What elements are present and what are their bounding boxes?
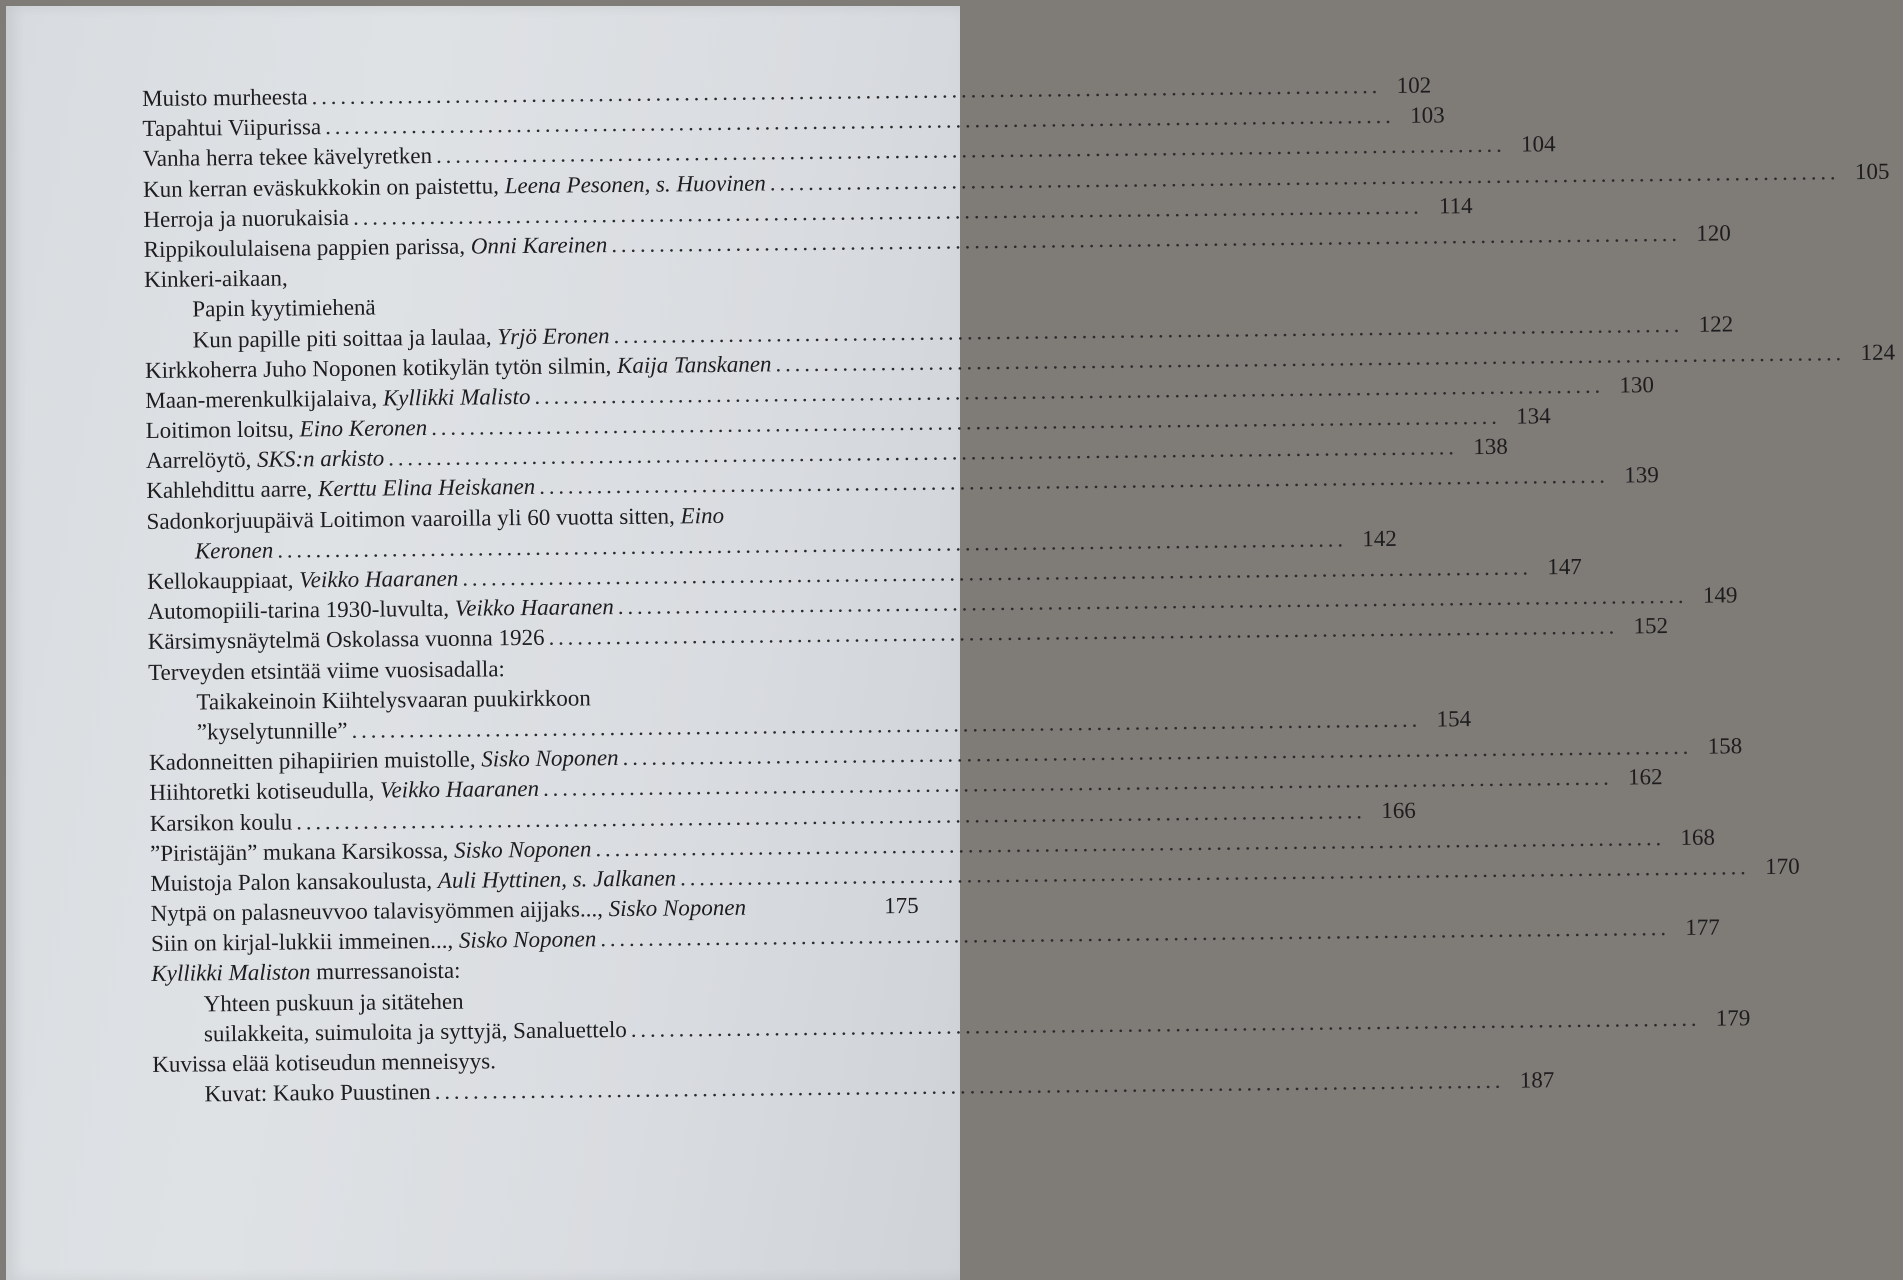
dot-leader <box>750 913 869 914</box>
toc-entry-title: Muisto murheesta <box>142 84 308 111</box>
dot-leader: ................................................................................................................ <box>595 824 1666 861</box>
toc-page-number: 139 <box>1624 462 1659 488</box>
toc-entry-author: Auli Hyttinen, s. Jalkanen <box>437 865 677 893</box>
toc-page-number: 158 <box>1707 733 1743 759</box>
toc-entry-title <box>145 413 427 446</box>
dot-leader: ................................................................................................................ <box>351 706 1422 743</box>
toc-page-number: 105 <box>1854 158 1890 184</box>
toc-page-number: 177 <box>1685 914 1720 941</box>
dot-leader: ................................................................................................................ <box>539 463 1609 500</box>
dot-leader: ................................................................................................................ <box>388 434 1458 471</box>
dot-leader: ................................................................................................................ <box>679 854 1750 891</box>
toc-page-number: 147 <box>1547 553 1582 580</box>
toc-page-number: 138 <box>1473 433 1508 460</box>
toc-entry-author: Kerttu Elina Heiskanen <box>317 474 536 502</box>
toc-page-number: 120 <box>1696 220 1731 246</box>
toc-entry-title-text: Kun kerran eväskukkokin on paistettu, <box>142 172 505 202</box>
toc-entry-author: Kaija Tanskanen <box>616 351 772 378</box>
toc-page-number: 130 <box>1619 372 1655 398</box>
toc-entry-author: Yrjö Eronen <box>497 322 610 349</box>
toc-page-number: 175 <box>884 892 919 919</box>
toc-page-number: 149 <box>1702 582 1738 608</box>
toc-entry-author: Sisko Noponen <box>453 836 592 863</box>
toc-entry-title-text: Kellokauppiaat, <box>147 567 300 594</box>
toc-entry-title: Papin kyytimiehenä <box>192 294 376 322</box>
toc-entry-author: Sisko Noponen <box>608 894 747 922</box>
toc-entry-author: Eino Keronen <box>299 415 428 442</box>
toc-entry-title <box>149 743 619 778</box>
toc-entry-title: Taikakeinoin Kiihtelysvaaran puukirkkoon <box>196 685 591 715</box>
toc-entry-title <box>146 444 385 477</box>
toc-entry-title-text: Aarrelöytö, <box>145 447 258 474</box>
toc-entry-title <box>193 321 610 356</box>
toc-page-number: 179 <box>1715 1005 1751 1031</box>
toc-entry-title: Vanha herra tekee kävelyretken <box>142 143 433 172</box>
toc-entry-title: Yhteen puskuun ja sitätehen <box>203 988 464 1017</box>
toc-page-number: 124 <box>1860 339 1896 365</box>
toc-page-number: 154 <box>1436 706 1472 732</box>
toc-page-number: 166 <box>1381 797 1416 823</box>
toc-entry-author: Veikko Haaranen <box>379 776 540 803</box>
toc-page-number: 114 <box>1438 192 1473 219</box>
toc-entry-author: Kyllikki Malisto <box>382 383 531 411</box>
toc-page-number: 187 <box>1519 1067 1555 1093</box>
toc-page-number: 152 <box>1633 613 1669 639</box>
toc-entry-title <box>147 592 614 627</box>
toc-entry-title: Terveyden etsintää viime vuosisadalla: <box>148 655 505 685</box>
dot-leader: ................................................................................................................ <box>611 220 1681 258</box>
table-of-contents <box>142 72 1896 1110</box>
toc-entry-title-text: Sadonkorjuupäivä Loitimon vaaroilla yli 60 vuotta sitten, <box>146 503 681 534</box>
dot-leader: ................................................................................................................ <box>324 103 1395 140</box>
toc-page-number: 162 <box>1627 764 1663 790</box>
toc-entry-title-text: Siin on kirjal-lukkii immeinen..., <box>150 927 460 957</box>
dot-leader: ................................................................................................................ <box>431 403 1501 441</box>
dot-leader: ................................................................................................................ <box>462 554 1532 591</box>
dot-leader: ................................................................................................................ <box>769 158 1840 195</box>
book-page <box>6 6 1896 1280</box>
toc-page-number: 102 <box>1396 72 1432 98</box>
dot-leader: ................................................................................................................ <box>630 1005 1701 1042</box>
toc-entry-title-text: Maan-merenkulkijalaiva, <box>145 385 384 413</box>
dot-leader: ................................................................................................................ <box>534 372 1605 409</box>
toc-entry-title <box>150 834 592 869</box>
dot-leader: ................................................................................................................ <box>542 764 1613 802</box>
toc-entry-author: Veikko Haaranen <box>454 594 614 621</box>
toc-entry-title-text: ”Piristäjän” mukana Karsikossa, <box>149 837 455 866</box>
toc-entry-author: Leena Pesonen, s. Huovinen <box>504 170 766 198</box>
toc-entry-author: Sisko Noponen <box>481 745 619 772</box>
dot-leader: ................................................................................................................ <box>600 915 1670 952</box>
toc-page-number: 134 <box>1516 403 1551 429</box>
toc-entry-author: Sisko Noponen <box>458 926 597 953</box>
toc-entry-title: suilakkeita, suimuloita ja syttyjä, Sanaluettelo <box>203 1016 627 1047</box>
dot-leader: ................................................................................................................ <box>434 1067 1505 1105</box>
toc-entry-title: Tapahtui Viipurissa <box>142 114 322 142</box>
toc-entry-author: Kyllikki Maliston <box>151 959 311 987</box>
toc-entry-author: SKS:n arkisto <box>256 445 385 473</box>
toc-entry-title <box>144 230 608 265</box>
toc-page-number: 103 <box>1410 102 1445 128</box>
dot-leader: ................................................................................................................ <box>613 311 1684 348</box>
dot-leader: ................................................................................................................ <box>775 339 1846 377</box>
toc-entry-title: Kuvat: Kauko Puustinen <box>204 1079 431 1107</box>
toc-entry-title-text: Hiihtoretki kotiseudulla, <box>149 777 381 806</box>
toc-entry-title-text: Kahlehdittu aarre, <box>146 476 319 504</box>
toc-entry-author: Eino <box>680 502 725 529</box>
toc-entry-title-text: Kun papille piti soittaa ja laulaa, <box>192 323 498 352</box>
toc-entry-author: Veikko Haaranen <box>299 565 459 593</box>
dot-leader: ................................................................................................................ <box>622 733 1693 771</box>
toc-entry-title-text: Muistoja Palon kansakoulusta, <box>150 867 438 896</box>
toc-entry-title-text: Automopiili-tarina 1930-luvulta, <box>147 595 455 625</box>
toc-entry-title <box>151 925 597 960</box>
toc-page-number: 168 <box>1680 824 1716 850</box>
toc-entry-title: ”kyselytunnille” <box>196 717 348 745</box>
toc-entry-title <box>145 382 530 416</box>
toc-entry-author: Keronen <box>194 537 274 564</box>
dot-leader: ................................................................................................................ <box>548 613 1619 651</box>
dot-leader: ................................................................................................................ <box>617 583 1688 620</box>
toc-entry-title-text: murressanoista: <box>310 958 461 985</box>
toc-page-number: 142 <box>1362 525 1397 552</box>
dot-leader: ................................................................................................................ <box>277 526 1347 563</box>
toc-entry-title-text: Rippikoululaisena pappien parissa, <box>143 233 471 262</box>
toc-entry-title: Kärsimysnäytelmä Oskolassa vuonna 1926 <box>147 625 545 655</box>
toc-entry-title-text: Kirkkoherra Juho Noponen kotikylän tytön silmin, <box>144 352 618 383</box>
toc-entry-title-text: Loitimon loitsu, <box>145 416 300 444</box>
toc-entry-title <box>147 564 458 597</box>
toc-entry-title <box>146 472 535 506</box>
toc-entry-title-text: Nytpä on palasneuvvoo talavisyömmen aijjaks..., <box>150 896 609 927</box>
dot-leader: ................................................................................................................ <box>296 797 1366 834</box>
toc-entry-title: Kinkeri-aikaan, <box>143 265 288 293</box>
toc-entry-title <box>149 774 539 808</box>
toc-page-number: 104 <box>1520 131 1556 157</box>
toc-entry-author: Onni Kareinen <box>470 232 608 259</box>
dot-leader: ................................................................................................................ <box>311 73 1382 110</box>
toc-entry-title: Karsikon koulu <box>149 808 293 836</box>
toc-entry-title: Kuvissa elää kotiseudun menneisyys. <box>152 1048 497 1077</box>
dot-leader: ................................................................................................................ <box>435 132 1506 169</box>
toc-entry-title: Herroja ja nuorukaisia <box>143 204 350 232</box>
dot-leader: ................................................................................................................ <box>352 193 1423 230</box>
toc-page-number: 122 <box>1698 310 1734 337</box>
toc-entry-title-text: Kadonneitten pihapiirien muistolle, <box>148 746 482 776</box>
toc-page-number: 170 <box>1764 853 1800 879</box>
